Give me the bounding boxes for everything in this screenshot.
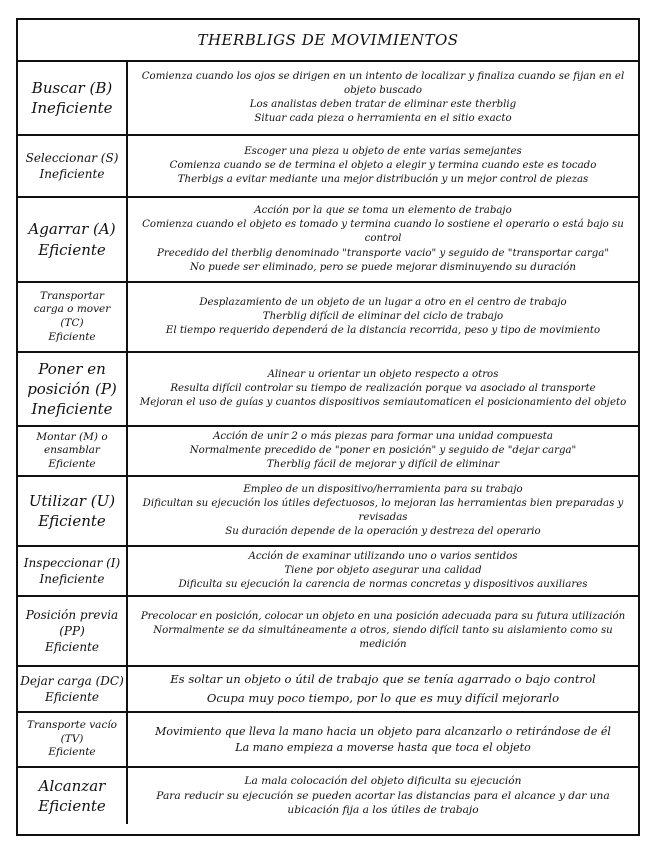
description-line: Movimiento que lleva la mano hacia un objeto para alcanzarlo o retirándose de él	[155, 725, 611, 739]
description-line: Therbigs a evitar mediante una mejor distribución y un mejor control de piezas	[177, 174, 589, 186]
table-row	[18, 768, 638, 824]
therblig-name-line: Inspeccionar (I)	[23, 555, 121, 570]
therblig-description	[128, 62, 638, 134]
table-row	[18, 713, 638, 768]
description-line: Acción de unir 2 o más piezas para formar una unidad compuesta	[213, 430, 553, 442]
therblig-name	[18, 547, 128, 595]
description-line: Para reducir su ejecución se pueden acortar las distancias para el alcance y dar una ubicación fija a los útiles de trabajo	[156, 789, 610, 817]
description-line: Therblig fácil de mejorar y difícil de eliminar	[266, 459, 500, 471]
therblig-name-line: Ineficiente	[31, 400, 113, 419]
therblig-name-line: Eficiente	[48, 330, 96, 343]
therblig-name-line: Eficiente	[38, 797, 106, 815]
table-row	[18, 597, 638, 667]
therblig-name	[18, 136, 128, 196]
description-line: Comienza cuando el objeto es tomado y termina cuando lo sostiene el operario o está bajo su control	[142, 219, 624, 245]
therblig-name	[18, 283, 128, 351]
therblig-name-line: Dejar carga (DC)	[20, 673, 124, 688]
table-row	[18, 667, 638, 713]
description-line: Acción de examinar utilizando uno o varios sentidos	[248, 550, 518, 562]
therblig-description	[128, 768, 638, 824]
therblig-description	[128, 353, 638, 425]
description-line: Escoger una pieza u objeto de ente varias semejantes	[244, 145, 522, 157]
description-line: La mala colocación del objeto dificulta su ejecución	[244, 775, 522, 788]
therblig-name-line: (TV)	[60, 732, 84, 745]
table-title: THERBLIGS DE MOVIMIENTOS	[18, 20, 638, 62]
description-line: Desplazamiento de un objeto de un lugar a otro en el centro de trabajo	[199, 296, 567, 308]
description-line: Su duración depende de la operación y destreza del operario	[225, 526, 541, 538]
therblig-name-line: Posición previa	[25, 607, 119, 622]
therblig-name	[18, 62, 128, 134]
therblig-name-line: Eficiente	[38, 240, 106, 259]
therblig-name-line: Transporte vacío	[26, 719, 118, 732]
therblig-name-line: Ineficiente	[39, 167, 105, 181]
description-line: El tiempo requerido dependerá de la distancia recorrida, peso y tipo de movimiento	[165, 325, 601, 337]
description-line: Dificultan su ejecución los útiles defectuosos, lo mejoran las herramientas bien preparadas y revisadas	[142, 497, 624, 523]
therblig-name-line: Ineficiente	[39, 572, 105, 586]
therblig-name	[18, 198, 128, 281]
therblig-name-line: carga o mover	[33, 303, 111, 316]
table-row	[18, 547, 638, 597]
table-row	[18, 477, 638, 547]
therblig-name-line: Eficiente	[44, 690, 100, 704]
therblig-name-line: Utilizar (U)	[28, 491, 116, 510]
therblig-description	[128, 597, 638, 665]
therblig-description	[128, 136, 638, 196]
description-line: Mejoran el uso de guías y cuantos dispositivos semiautomaticen el posicionamiento del objeto	[139, 397, 627, 409]
table-row	[18, 283, 638, 353]
therblig-name-line: Poner en	[38, 359, 106, 378]
description-line: No puede ser eliminado, pero se puede mejorar disminuyendo su duración	[189, 261, 576, 273]
therblig-name-line: Eficiente	[44, 640, 100, 655]
therblig-description	[128, 667, 638, 711]
description-line: Precedido del therblig denominado "transporte vacio" y seguido de "transportar carga"	[156, 247, 609, 259]
description-line: Precolocar en posición, colocar un objeto en una posición adecuada para su futura utilización	[140, 610, 626, 622]
description-line: Situar cada pieza o herramienta en el sitio exacto	[254, 113, 512, 125]
description-line: Therblig difícil de eliminar del ciclo de trabajo	[262, 310, 504, 322]
description-line: Normalmente precedido de "poner en posición" y seguido de "dejar carga"	[189, 444, 577, 456]
therblig-name	[18, 353, 128, 425]
therblig-name	[18, 667, 128, 711]
therbligs-table	[16, 18, 640, 836]
description-line: Es soltar un objeto o útil de trabajo que se tenía agarrado o bajo control	[170, 672, 596, 687]
therblig-name-line: Seleccionar (S)	[25, 150, 119, 165]
therblig-description	[128, 283, 638, 351]
therblig-name-line: Eficiente	[48, 457, 96, 470]
therblig-name-line: Agarrar (A)	[28, 220, 116, 239]
therblig-name-line: Alcanzar	[38, 776, 106, 795]
therblig-name-line: Montar (M) o	[36, 430, 108, 443]
therblig-description	[128, 477, 638, 545]
description-line: La mano empieza a moverse hasta que toca el objeto	[235, 740, 531, 754]
description-line: Resulta difícil controlar su tiempo de realización porque va asociado al transporte	[170, 382, 596, 394]
table-row	[18, 198, 638, 283]
therblig-name-line: Eficiente	[48, 746, 96, 759]
table-row	[18, 353, 638, 427]
description-line: Tiene por objeto asegurar una calidad	[284, 564, 482, 576]
therblig-name	[18, 597, 128, 665]
table-row	[18, 136, 638, 198]
description-line: Empleo de un dispositivo/herramienta para su trabajo	[243, 483, 523, 495]
description-line: Comienza cuando se de termina el objeto a elegir y termina cuando este es tocado	[169, 159, 597, 171]
therblig-description	[128, 198, 638, 281]
description-line: Normalmente se da simultáneamente a otros, siendo difícil tanto su aislamiento como su medición	[153, 624, 613, 651]
therblig-name	[18, 768, 128, 824]
description-line: Alinear u orientar un objeto respecto a otros	[267, 368, 499, 380]
therblig-name-line: Transportar	[40, 289, 104, 302]
therblig-description	[128, 427, 638, 475]
therblig-name-line: (TC)	[60, 317, 84, 329]
therblig-name-line: Buscar (B)	[31, 78, 113, 97]
therblig-name-line: Ineficiente	[31, 99, 113, 117]
description-line: Ocupa muy poco tiempo, por lo que es muy difícil mejorarlo	[206, 691, 560, 705]
description-line: Los analistas deben tratar de eliminar este therblig	[249, 99, 517, 110]
table-row	[18, 427, 638, 477]
therblig-description	[128, 713, 638, 766]
therblig-description	[128, 547, 638, 595]
therblig-name	[18, 427, 128, 475]
table-row	[18, 62, 638, 136]
description-line: Acción por la que se toma un elemento de trabajo	[254, 205, 512, 217]
therblig-name-line: ensamblar	[44, 444, 100, 457]
therblig-name-line: (PP)	[59, 623, 85, 638]
therblig-name-line: Eficiente	[38, 512, 106, 530]
therblig-name	[18, 713, 128, 766]
description-line: Comienza cuando los ojos se dirigen en un intento de localizar y finaliza cuando se fijan en el objeto buscado	[141, 70, 625, 96]
therblig-name	[18, 477, 128, 545]
therblig-name-line: posición (P)	[27, 379, 117, 398]
description-line: Dificulta su ejecución la carencia de normas concretas y dispositivos auxiliares	[178, 579, 588, 591]
